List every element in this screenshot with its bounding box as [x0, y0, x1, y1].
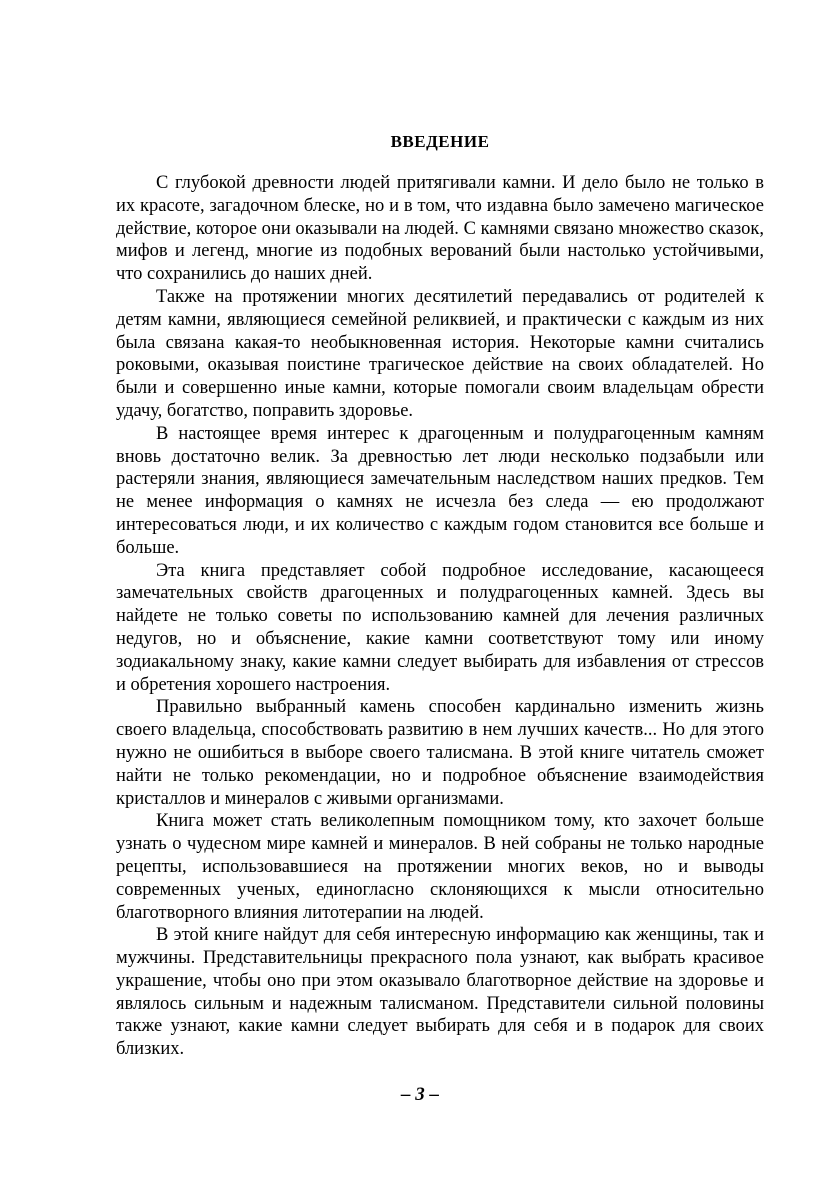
paragraph: В настоящее время интерес к драгоценным и полудрагоценным камням вновь достаточно велик. За древностью лет люди несколько подзабыли или растеряли знания, являющиеся замечательным наследством наших предков. Тем не менее информация о камнях не исчезла без следа — ею продолжают интересоваться люди, и их количество с каждым годом становится все больше и больше. [116, 423, 764, 558]
paragraph: Также на протяжении многих десятилетий передавались от родителей к детям камни, являющиеся семейной реликвией, и практически с каждым из них была связана какая-то необыкновенная история. Некоторые камни считались роковыми, оказывая поистине трагическое действие на своих обладателей. Но были и совершенно иные камни, которые помогали своим владельцам обрести удачу, богатство, поправить здоровье. [116, 286, 764, 421]
paragraph: Эта книга представляет собой подробное исследование, касающееся замечательных свойств драгоценных и полудрагоценных камней. Здесь вы найдете не только советы по использованию камней для лечения различных недугов, но и объяснение, какие камни соответствуют тому или иному зодиакальному знаку, какие камни следует выбирать для избавления от стрессов и обретения хорошего настроения. [116, 560, 764, 695]
paragraph: Правильно выбранный камень способен кардинально изменить жизнь своего владельца, способствовать развитию в нем лучших качеств... Но для этого нужно не ошибиться в выборе своего талисмана. В этой книге читатель сможет найти не только рекомендации, но и подробное объяснение взаимодействия кристаллов и минералов с живыми организмами. [116, 697, 764, 809]
document-page [116, 128, 764, 1061]
paragraph: Книга может стать великолепным помощником тому, кто захочет больше узнать о чудесном мире камней и минералов. В ней собраны не только народные рецепты, использовавшиеся на протяжении многих веков, но и выводы современных ученых, единогласно склоняющихся к мысли относительно благотворного влияния литотерапии на людей. [116, 811, 764, 923]
body-text [116, 172, 764, 1061]
paragraph: С глубокой древности людей притягивали камни. И дело было не только в их красоте, загадочном блеске, но и в том, что издавна было замечено магическое действие, которое они оказывали на людей. С камнями связано множество сказок, мифов и легенд, многие из подобных верований были настолько устойчивыми, что сохранились до наших дней. [116, 173, 764, 285]
page-number: – 3 – [401, 1084, 439, 1105]
chapter-title: ВВЕДЕНИЕ [390, 132, 490, 151]
paragraph: В этой книге найдут для себя интересную информацию как женщины, так и мужчины. Представительницы прекрасного пола узнают, как выбрать красивое украшение, чтобы оно при этом оказывало благотворное действие на здоровье и являлось сильным и надежным талисманом. Представители сильной половины также узнают, какие камни следует выбирать для себя и в подарок для своих близких. [116, 925, 764, 1060]
